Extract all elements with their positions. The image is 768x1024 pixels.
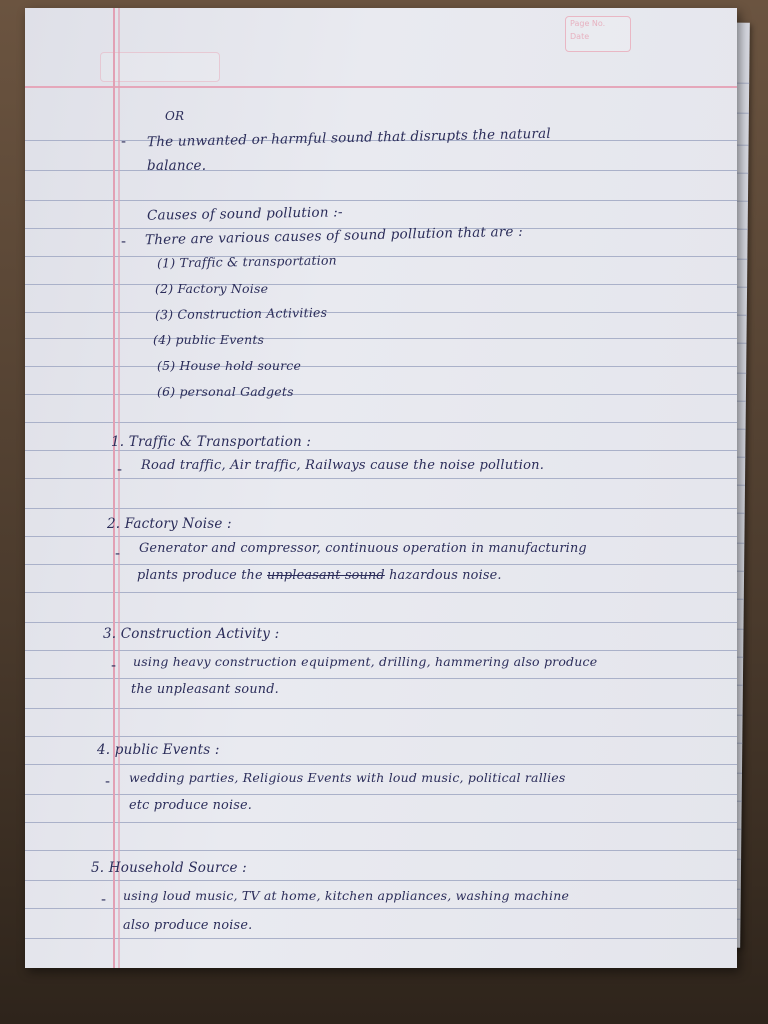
cause-item-4: (4) public Events — [153, 332, 265, 347]
or-label: OR — [165, 109, 185, 123]
bullet-dash: - — [115, 546, 121, 562]
section-2-body-line-1: Generator and compressor, continuous operation in manufacturing — [139, 541, 587, 556]
section-heading-2: 2. Factory Noise : — [107, 516, 232, 532]
section-3-body-line-2: the unpleasant sound. — [131, 682, 279, 697]
bullet-dash: - — [105, 774, 111, 790]
bullet-dash: - — [121, 134, 127, 150]
section-heading-3: 3. Construction Activity : — [103, 626, 280, 642]
section-4-body-line-2: etc produce noise. — [129, 798, 253, 813]
causes-heading: Causes of sound pollution :- — [146, 204, 343, 224]
section-2-text-b: hazardous noise. — [389, 568, 502, 583]
section-heading-4: 4. public Events : — [97, 742, 220, 758]
section-5-body-line-1: using loud music, TV at home, kitchen appliances, washing machine — [123, 888, 570, 903]
header-rule — [25, 86, 737, 88]
section-3-body-line-1: using heavy construction equipment, drilling, hammering also produce — [133, 654, 598, 669]
section-heading-1: 1. Traffic & Transportation : — [111, 434, 312, 450]
bullet-dash: - — [101, 892, 107, 908]
cause-item-6: (6) personal Gadgets — [157, 384, 294, 399]
section-1-body: Road traffic, Air traffic, Railways cause the noise pollution. — [141, 458, 545, 473]
margin-line-right — [117, 8, 123, 968]
cause-item-1: (1) Traffic & transportation — [156, 252, 337, 271]
section-heading-5: 5. Household Source : — [91, 860, 247, 876]
section-2-text-a: plants produce the — [137, 568, 263, 583]
cause-item-2: (2) Factory Noise — [155, 281, 269, 296]
section-4-body-line-1: wedding parties, Religious Events with loud music, political rallies — [129, 770, 566, 785]
definition-line-1: The unwanted or harmful sound that disrupts the natural — [146, 125, 551, 151]
page-date-stamp — [565, 16, 631, 52]
cause-item-5: (5) House hold source — [157, 358, 302, 373]
bullet-dash: - — [121, 234, 127, 250]
bullet-dash: - — [111, 658, 117, 674]
cause-item-3: (3) Construction Activities — [154, 304, 328, 323]
section-5-body-line-2: also produce noise. — [123, 918, 253, 933]
causes-intro: There are various causes of sound pollution that are : — [144, 223, 524, 249]
bullet-dash: - — [117, 462, 123, 478]
margin-line-left — [113, 8, 115, 968]
notebook-page — [25, 8, 737, 968]
stamp-page-no-label: Page No. — [570, 19, 606, 28]
definition-line-2: balance. — [147, 158, 207, 174]
struck-out-text: unpleasant sound — [267, 568, 385, 583]
section-2-body-line-2 — [137, 568, 502, 583]
stamp-date-label: Date — [570, 32, 590, 41]
